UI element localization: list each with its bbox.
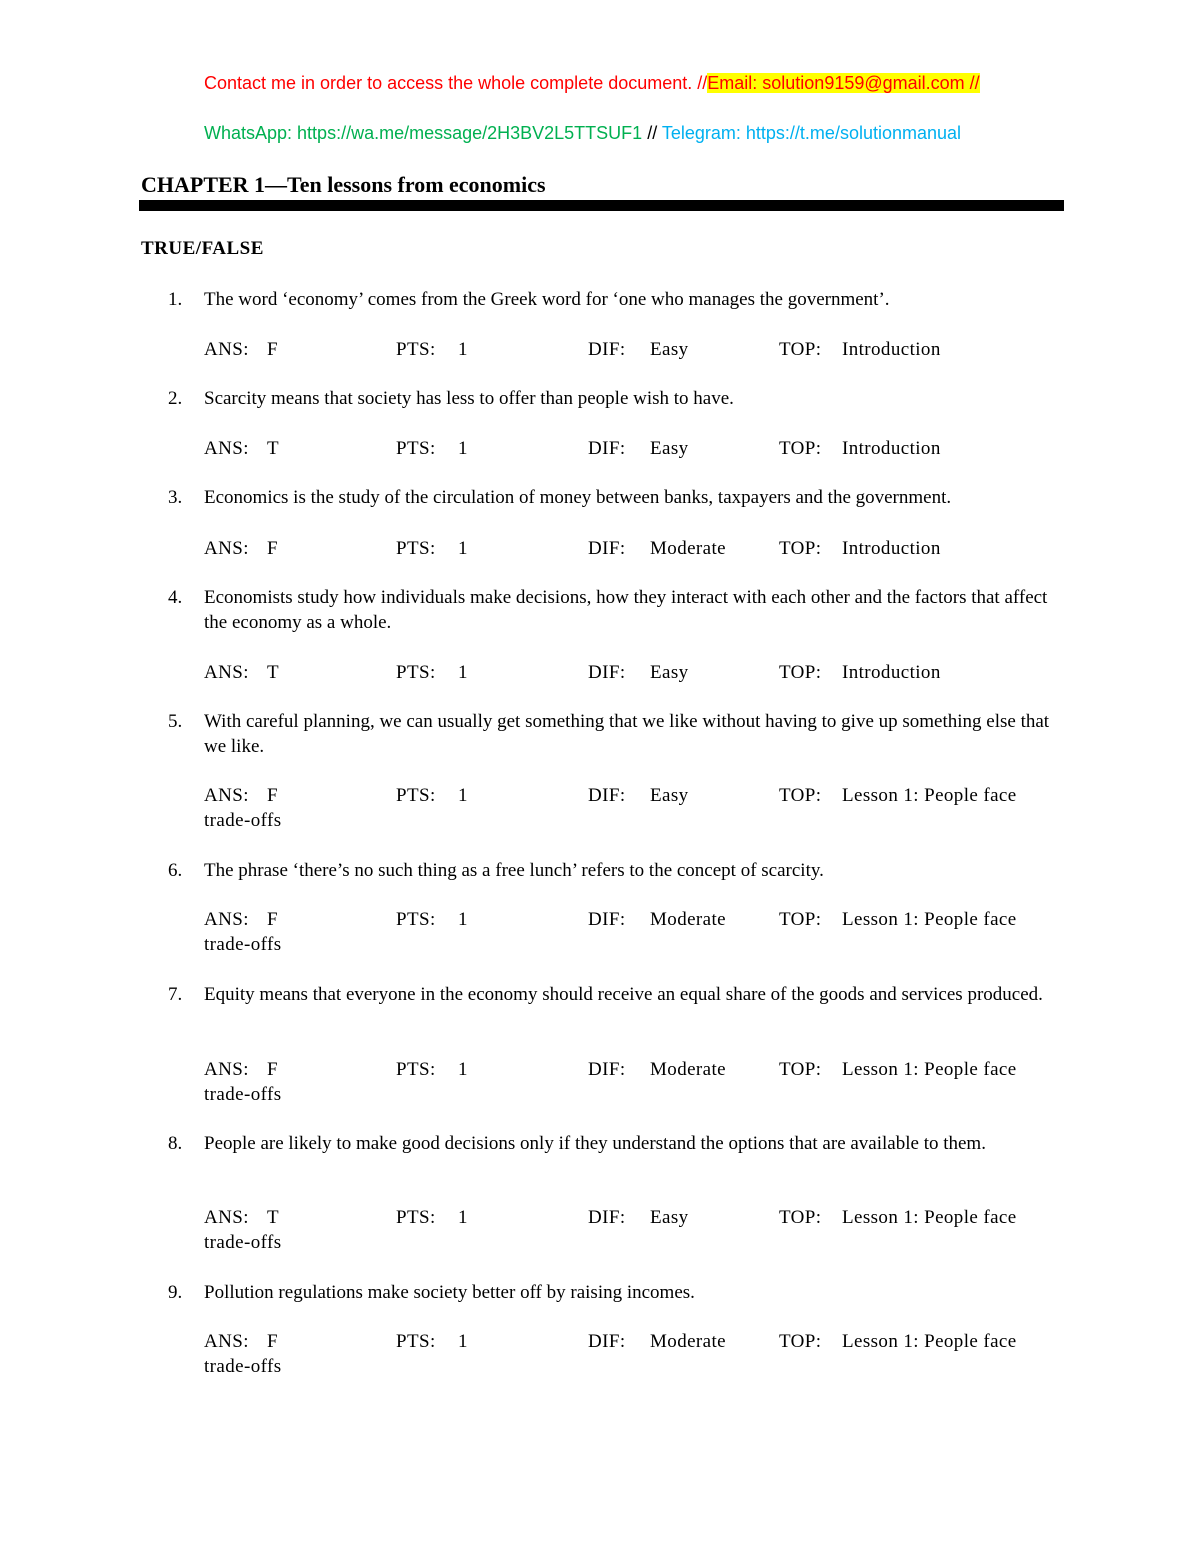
top-label: TOP: bbox=[779, 339, 822, 360]
contact-line-1 bbox=[204, 73, 980, 94]
question-number: 8. bbox=[168, 1133, 183, 1154]
contact-separator: // bbox=[692, 73, 708, 93]
answer-meta bbox=[204, 1057, 1064, 1107]
ans-label: ANS: bbox=[204, 1059, 249, 1080]
ans-label: ANS: bbox=[204, 1331, 249, 1352]
answer-meta bbox=[204, 1205, 1064, 1255]
answer-meta bbox=[204, 436, 1064, 461]
ans-value: F bbox=[267, 1331, 278, 1352]
top-value: Introduction bbox=[842, 538, 941, 559]
answer-meta bbox=[204, 536, 1064, 561]
pts-value: 1 bbox=[458, 339, 468, 360]
ans-value: T bbox=[267, 662, 280, 683]
ans-label: ANS: bbox=[204, 785, 249, 806]
question-number: 1. bbox=[168, 289, 183, 310]
pts-value: 1 bbox=[458, 1207, 468, 1228]
dif-label: DIF: bbox=[588, 1331, 626, 1352]
dif-label: DIF: bbox=[588, 339, 626, 360]
email-link[interactable]: Email: solution9159@gmail.com // bbox=[707, 73, 980, 93]
top-value-continued: trade-offs bbox=[204, 810, 282, 831]
ans-value: F bbox=[267, 909, 278, 930]
pts-label: PTS: bbox=[396, 662, 436, 683]
contact-notice: Contact me in order to access the whole complete document. bbox=[204, 73, 693, 93]
top-value-continued: trade-offs bbox=[204, 934, 282, 955]
top-value: Lesson 1: People face bbox=[842, 1331, 1017, 1352]
question-text: Pollution regulations make society better off by raising incomes. bbox=[204, 1282, 695, 1303]
dif-value: Easy bbox=[650, 785, 689, 806]
top-label: TOP: bbox=[779, 438, 822, 459]
ans-label: ANS: bbox=[204, 339, 249, 360]
pts-value: 1 bbox=[458, 909, 468, 930]
section-heading: TRUE/FALSE bbox=[141, 238, 264, 259]
dif-label: DIF: bbox=[588, 1207, 626, 1228]
top-value-continued: trade-offs bbox=[204, 1356, 282, 1377]
pts-label: PTS: bbox=[396, 1207, 436, 1228]
ans-label: ANS: bbox=[204, 538, 249, 559]
pts-label: PTS: bbox=[396, 785, 436, 806]
pts-label: PTS: bbox=[396, 339, 436, 360]
pts-value: 1 bbox=[458, 438, 468, 459]
dif-value: Easy bbox=[650, 339, 689, 360]
pts-label: PTS: bbox=[396, 1331, 436, 1352]
question-number: 9. bbox=[168, 1282, 183, 1303]
ans-value: T bbox=[267, 1207, 280, 1228]
ans-value: F bbox=[267, 538, 278, 559]
top-value: Introduction bbox=[842, 662, 941, 683]
telegram-link[interactable]: Telegram: https://t.me/solutionmanual bbox=[661, 123, 962, 143]
dif-label: DIF: bbox=[588, 662, 626, 683]
ans-label: ANS: bbox=[204, 909, 249, 930]
question-number: 6. bbox=[168, 860, 183, 881]
dif-label: DIF: bbox=[588, 538, 626, 559]
pts-label: PTS: bbox=[396, 438, 436, 459]
top-label: TOP: bbox=[779, 1207, 822, 1228]
pts-label: PTS: bbox=[396, 909, 436, 930]
chapter-title: CHAPTER 1—Ten lessons from economics bbox=[141, 172, 546, 197]
top-value: Lesson 1: People face bbox=[842, 1207, 1017, 1228]
pts-label: PTS: bbox=[396, 538, 436, 559]
pts-value: 1 bbox=[458, 1331, 468, 1352]
pts-value: 1 bbox=[458, 785, 468, 806]
dif-value: Moderate bbox=[650, 1331, 726, 1352]
top-value: Lesson 1: People face bbox=[842, 1059, 1017, 1080]
top-label: TOP: bbox=[779, 662, 822, 683]
answer-meta bbox=[204, 1329, 1064, 1379]
ans-value: F bbox=[267, 1059, 278, 1080]
dif-value: Easy bbox=[650, 438, 689, 459]
question-number: 7. bbox=[168, 984, 183, 1005]
question-text: People are likely to make good decisions only if they understand the options that are available to them. bbox=[204, 1133, 986, 1154]
top-value: Introduction bbox=[842, 438, 941, 459]
dif-label: DIF: bbox=[588, 785, 626, 806]
dif-value: Moderate bbox=[650, 909, 726, 930]
question-text: The phrase ‘there’s no such thing as a free lunch’ refers to the concept of scarcity. bbox=[204, 860, 824, 881]
dif-value: Moderate bbox=[650, 538, 726, 559]
top-value: Lesson 1: People face bbox=[842, 785, 1017, 806]
ans-value: T bbox=[267, 438, 280, 459]
question-text: The word ‘economy’ comes from the Greek word for ‘one who manages the government’. bbox=[204, 289, 890, 310]
ans-label: ANS: bbox=[204, 1207, 249, 1228]
top-label: TOP: bbox=[779, 1331, 822, 1352]
top-value: Introduction bbox=[842, 339, 941, 360]
top-label: TOP: bbox=[779, 538, 822, 559]
top-label: TOP: bbox=[779, 785, 822, 806]
whatsapp-link[interactable]: WhatsApp: https://wa.me/message/2H3BV2L5TTSUF1 bbox=[204, 123, 643, 143]
answer-meta bbox=[204, 337, 1064, 362]
ans-label: ANS: bbox=[204, 438, 249, 459]
answer-meta bbox=[204, 660, 1064, 685]
contact-separator: // bbox=[642, 123, 662, 143]
chapter-rule bbox=[139, 200, 1064, 211]
dif-value: Moderate bbox=[650, 1059, 726, 1080]
top-value-continued: trade-offs bbox=[204, 1232, 282, 1253]
top-label: TOP: bbox=[779, 1059, 822, 1080]
question-number: 5. bbox=[168, 711, 183, 732]
dif-value: Easy bbox=[650, 1207, 689, 1228]
contact-line-2 bbox=[204, 123, 961, 144]
dif-label: DIF: bbox=[588, 438, 626, 459]
dif-label: DIF: bbox=[588, 1059, 626, 1080]
pts-label: PTS: bbox=[396, 1059, 436, 1080]
dif-label: DIF: bbox=[588, 909, 626, 930]
ans-value: F bbox=[267, 785, 278, 806]
pts-value: 1 bbox=[458, 662, 468, 683]
question-number: 2. bbox=[168, 388, 183, 409]
top-value-continued: trade-offs bbox=[204, 1084, 282, 1105]
ans-value: F bbox=[267, 339, 278, 360]
answer-meta bbox=[204, 907, 1064, 957]
question-text: Scarcity means that society has less to offer than people wish to have. bbox=[204, 388, 734, 409]
question-number: 3. bbox=[168, 487, 183, 508]
question-text: With careful planning, we can usually get something that we like without having to give up something else that we like. bbox=[204, 711, 1050, 757]
top-value: Lesson 1: People face bbox=[842, 909, 1017, 930]
question-text: Economics is the study of the circulation of money between banks, taxpayers and the government. bbox=[204, 487, 952, 508]
pts-value: 1 bbox=[458, 538, 468, 559]
dif-value: Easy bbox=[650, 662, 689, 683]
answer-meta bbox=[204, 783, 1064, 833]
question-text: Equity means that everyone in the economy should receive an equal share of the goods and services produced. bbox=[204, 984, 1043, 1005]
question-text: Economists study how individuals make decisions, how they interact with each other and the factors that affect the economy as a whole. bbox=[204, 587, 1048, 633]
question-number: 4. bbox=[168, 587, 183, 608]
ans-label: ANS: bbox=[204, 662, 249, 683]
pts-value: 1 bbox=[458, 1059, 468, 1080]
top-label: TOP: bbox=[779, 909, 822, 930]
